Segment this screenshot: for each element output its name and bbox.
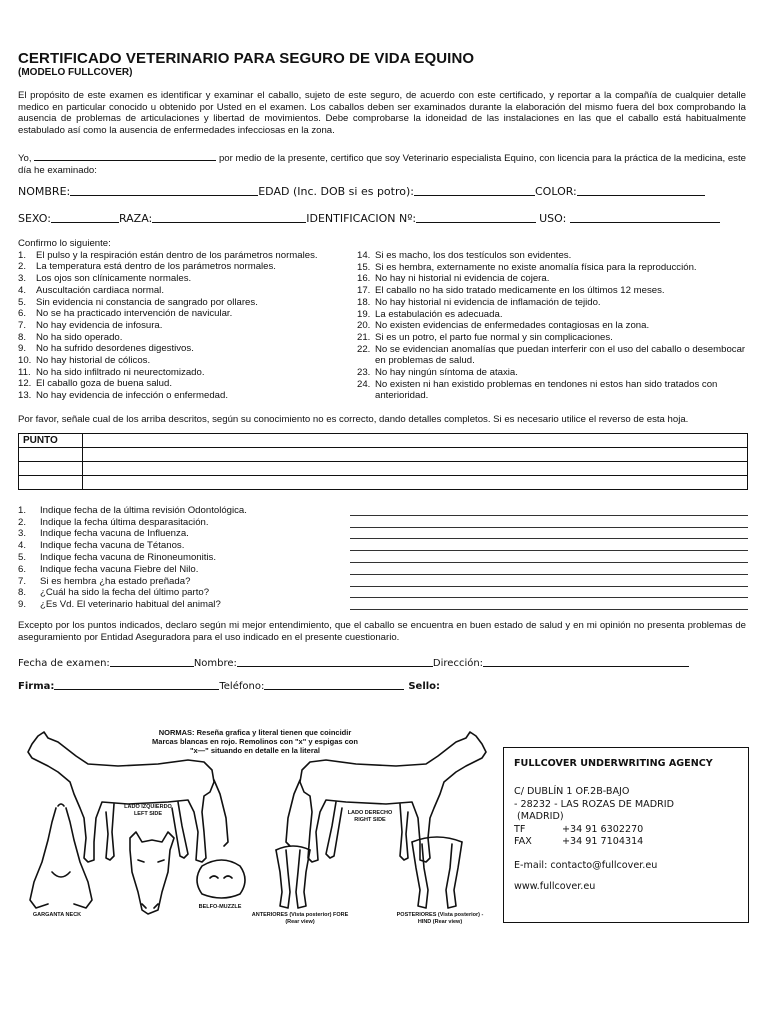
confirm-item-text: El caballo goza de buena salud. [36,378,173,390]
edad-field[interactable] [414,185,535,196]
confirm-item [357,367,747,379]
posteriores-label: POSTERIORES (Vista posterior) -HIND (Rear view) [396,912,484,925]
direccion-field[interactable] [483,657,689,667]
question-row [18,575,748,587]
confirm-item-text: No hay ningún síntoma de ataxia. [375,367,518,379]
question-row [18,504,748,516]
confirm-item-number: 20. [357,320,371,332]
confirm-item-number: 23. [357,367,371,379]
confirm-item [18,390,348,402]
intro-paragraph: El propósito de este examen es identificar y examinar el caballo, sujeto de este seguro, de acuerdo con este certificado, y reportar a la compañía de cualquier detalle medico en particular conocido u obtenido por Usted en el examen. Los caballos deben ser examinados durante la elaboración del mismo fuera del box comprobando la ausencia de problemas de articulaciones y libertad de movimientos. Debe comprobarse la idoneidad de las instalaciones en las que el caballo está habitualmente estabulado así como la ausencia de enfermedades infecciosas en la zona. [18,90,746,136]
confirm-item-text: Si es hembra, externamente no existe anomalía física para la reproducción. [375,261,697,273]
confirm-item-text: No hay historial ni evidencia de inflamación de tejido. [375,296,601,308]
sexo-field[interactable] [51,212,119,223]
color-field[interactable] [577,185,705,196]
sexo-label: SEXO: [18,212,51,225]
punto-table [18,433,748,490]
question-answer-line[interactable] [350,554,748,563]
confirm-item-text: No existen ni han existido problemas en tendones ni estos han sido tratados con anterioridad. [375,378,718,402]
confirm-item-text: No hay evidencia de infección o enfermedad. [36,390,228,402]
confirm-item [357,309,747,321]
question-answer-line[interactable] [350,566,748,575]
question-number: 1. [18,504,27,516]
fax-value: +34 91 7104314 [562,836,644,848]
question-text: Si es hembra ¿ha estado preñada? [40,575,191,587]
direccion-label: Dirección: [432,658,484,669]
right-side-label: LADO DERECHO RIGHT SIDE [347,810,393,823]
uso-label: USO: [539,212,567,225]
confirm-item [357,273,747,285]
confirm-item-text: Los ojos son clínicamente normales. [36,273,192,285]
closing-paragraph: Excepto por los puntos indicados, declaro según mi mejor entendimiento, que el caballo se encuentra en buen estado de salud y en mi opinión no presenta problemas de aseguramiento por Entidad Aseguradora para el uso indicado en el presente cuestionario. [18,620,746,643]
phone-label: TF [514,823,526,835]
question-row [18,598,748,610]
document-subtitle: (MODELO FULLCOVER) [18,67,133,78]
identificacion-label: IDENTIFICACION Nº: [306,212,417,225]
punto-cell[interactable] [19,476,83,490]
sello-label: Sello: [408,681,441,692]
question-text: Indique fecha vacuna de Rinoneumonitis. [40,551,217,563]
confirm-item-text: Si es macho, los dos testículos son evidentes. [375,250,572,261]
muzzle-drawing [197,860,245,898]
confirm-item [18,261,348,273]
confirm-item [18,273,348,285]
punto-detail-cell[interactable] [83,462,748,476]
confirm-item [357,332,747,344]
confirm-item-number: 24. [357,378,371,390]
nombre-sign-label: Nombre: [193,658,237,669]
confirm-item [357,262,747,274]
confirm-item [18,297,348,309]
agency-fax-row [514,836,738,848]
confirm-item [18,320,348,332]
telefono-field[interactable] [264,680,404,690]
agency-address-line2: - 28232 - LAS ROZAS DE MADRID [514,798,674,810]
question-row [18,528,748,540]
confirm-item [18,250,348,262]
question-text: ¿Es Vd. El veterinario habitual del animal? [40,599,221,611]
question-answer-line[interactable] [350,519,748,528]
vet-name-field[interactable] [34,151,216,161]
confirm-item-number: 17. [357,285,371,297]
confirm-item [357,344,747,367]
question-text: Indique fecha vacuna de Tétanos. [40,540,185,552]
question-text: ¿Cuál ha sido la fecha del último parto? [40,587,210,599]
nombre-sign-field[interactable] [237,657,433,667]
question-answer-line[interactable] [350,601,748,610]
confirm-item-text: No se ha practicado intervención de navicular. [36,308,233,320]
confirm-item [18,355,348,367]
question-answer-line[interactable] [350,578,748,587]
normas-note: NORMAS: Reseña grafica y literal tienen que coincidir Marcas blancas en rojo. Remolinos con "x" y espigas con "x—" situando en detalle en la literal [152,728,358,755]
declaration-paragraph [18,151,746,176]
question-number: 5. [18,551,27,563]
confirm-item-number: 9. [18,343,27,355]
confirm-item-number: 4. [18,284,27,296]
question-text: Indique fecha vacuna Fiebre del Nilo. [40,563,199,575]
confirm-item-text: No ha sido infiltrado ni neurectomizado. [36,366,205,378]
confirm-item-text: No hay historial de cólicos. [36,355,151,367]
confirm-item-text: Sin evidencia ni constancia de sangrado por ollares. [36,296,258,308]
punto-cell[interactable] [19,448,83,462]
question-row [18,516,748,528]
firma-label: Firma: [18,681,55,692]
document-title: CERTIFICADO VETERINARIO PARA SEGURO DE VIDA EQUINO [18,50,475,67]
questions-list [18,504,748,610]
agency-phone-row [514,824,738,836]
confirm-item-text: No se evidencian anomalías que puedan interferir con el uso del caballo o desembocar en problemas de salud. [375,343,746,367]
punto-cell[interactable] [19,462,83,476]
agency-contact-box [503,747,749,923]
confirm-item-number: 5. [18,296,27,308]
question-text: Indique la fecha última desparasitación. [40,516,209,528]
color-label: COLOR: [535,185,577,198]
question-number: 9. [18,599,27,611]
edad-label: EDAD (Inc. DOB si es potro): [258,185,414,198]
agency-address-line1: C/ DUBLÍN 1 OF.2B-BAJO [514,786,630,798]
confirm-item [357,320,747,332]
confirm-list-right [357,250,747,402]
confirm-item-number: 15. [357,261,371,273]
fecha-label: Fecha de examen: [18,658,110,669]
neck-view-drawing [30,804,92,908]
question-row [18,539,748,551]
confirm-item [357,379,747,402]
telefono-label: Teléfono: [219,681,265,692]
agency-website[interactable]: www.fullcover.eu [514,880,596,892]
question-answer-line[interactable] [350,530,748,539]
confirm-item-text: El pulso y la respiración están dentro de los parámetros normales. [36,249,318,261]
please-note-paragraph: Por favor, señale cual de los arriba descritos, según su conocimiento no es correcto, dando detalles completos. Si es necesario utilice el reverso de esta hoja. [18,414,689,425]
confirm-item-text: No ha sido operado. [36,331,123,343]
confirm-item-number: 6. [18,308,27,320]
confirm-item-number: 3. [18,273,27,285]
punto-detail-cell[interactable] [83,434,748,448]
question-answer-line[interactable] [350,589,748,598]
raza-label: RAZA: [118,212,153,225]
confirm-item-text: No hay ni historial ni evidencia de cojera. [375,273,550,285]
confirm-item-text: La temperatura está dentro de los parámetros normales. [36,261,276,273]
confirm-item-number: 1. [18,249,27,261]
confirm-item-number: 16. [357,273,371,285]
question-number: 6. [18,563,27,575]
confirm-item-number: 22. [357,343,371,355]
question-text: Indique fecha de la última revisión Odontológica. [40,504,247,516]
confirm-item-number: 11. [18,366,31,378]
question-text: Indique fecha vacuna de Influenza. [40,528,189,540]
confirm-item-text: La estabulación es adecuada. [375,308,503,320]
confirm-item [357,285,747,297]
question-row [18,563,748,575]
garganta-label: GARGANTA NECK [32,912,82,918]
identificacion-field[interactable] [416,212,536,223]
belfo-label: BELFO-MUZZLE [198,904,242,910]
sign-row2 [18,680,440,692]
left-side-label: LADO IZQUIERDO LEFT SIDE [124,804,172,817]
confirm-item-text: No hay evidencia de infosura. [36,319,163,331]
declaration-text: por medio de la presente, certifico que soy Veterinario especialista Equino, con licencia para la práctica de la medicina, este día he examinado: [18,153,746,176]
punto-header: PUNTO [19,434,83,448]
question-number: 8. [18,587,27,599]
horse-fields-row2 [18,212,748,225]
confirm-item-text: Auscultación cardiaca normal. [36,284,164,296]
sign-row1 [18,657,689,669]
raza-field[interactable] [152,212,306,223]
agency-name: FULLCOVER UNDERWRITING AGENCY [514,758,713,769]
question-answer-line[interactable] [350,542,748,551]
anteriores-label: ANTERIORES (Vista posterior) FORE (Rear view) [251,912,349,925]
question-row [18,587,748,599]
confirm-item [18,332,348,344]
confirm-item [18,378,348,390]
nombre-label: NOMBRE: [18,185,71,198]
forelegs-rear-view-drawing [276,846,310,908]
confirm-item [18,367,348,379]
nombre-field[interactable] [70,185,258,196]
firma-field[interactable] [54,680,219,690]
confirm-item-number: 8. [18,331,27,343]
uso-field[interactable] [570,212,720,223]
confirm-item-text: No ha sufrido desordenes digestivos. [36,343,194,355]
confirm-item [18,285,348,297]
declaration-prefix: Yo, [18,153,32,164]
confirm-list-left [18,238,348,402]
horse-fields-row1 [18,185,748,198]
confirm-item-number: 21. [357,331,371,343]
confirm-item-number: 7. [18,319,27,331]
question-row [18,551,748,563]
confirm-item-number: 12. [18,378,32,390]
confirm-item-text: El caballo no ha sido tratado medicamente en los últimos 12 meses. [375,285,665,297]
confirm-item [357,250,747,262]
fax-label: FAX [514,836,532,848]
confirm-item-number: 13. [18,390,32,402]
confirm-item [357,297,747,309]
question-answer-line[interactable] [350,507,748,516]
confirm-heading: Confirmo lo siguiente: [18,238,111,249]
phone-value: +34 91 6302270 [562,823,644,835]
confirm-item [18,343,348,355]
confirm-item-text: Si es un potro, el parto fue normal y sin complicaciones. [375,331,613,343]
agency-email[interactable]: E-mail: contacto@fullcover.eu [514,860,658,872]
question-number: 3. [18,528,27,540]
horse-markings-diagram [18,722,496,940]
head-front-view-drawing [130,832,174,914]
punto-detail-cell[interactable] [83,448,748,462]
fecha-field[interactable] [110,657,194,667]
agency-address-line3: (MADRID) [514,811,564,823]
question-number: 2. [18,516,27,528]
confirm-item-number: 10. [18,355,32,367]
punto-detail-cell[interactable] [83,476,748,490]
confirm-item-number: 19. [357,308,371,320]
question-number: 4. [18,540,27,552]
confirm-item-number: 2. [18,261,27,273]
question-number: 7. [18,575,27,587]
confirm-item-number: 18. [357,296,371,308]
confirm-item [18,308,348,320]
confirm-item-text: No existen evidencias de enfermedades contagiosas en la zona. [375,320,650,332]
confirm-item-number: 14. [357,250,371,261]
